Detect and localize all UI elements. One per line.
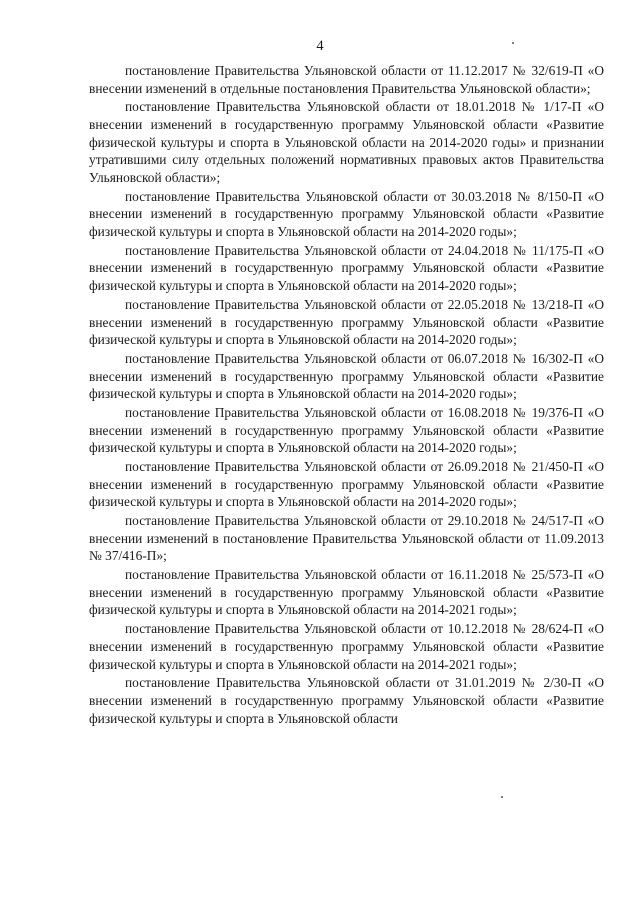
decree-entry-12: постановление Правительства Ульяновской области от 31.01.2019 № 2/30-П «О внесении изменений в государственную программу Ульяновской области «Развитие физической культуры и спорта в Ульяновской области <box>89 675 604 726</box>
scan-speck <box>512 42 514 44</box>
decree-entry-9: постановление Правительства Ульяновской области от 29.10.2018 № 24/517-П «О внесении изменений в постановление Правительства Ульяновской области от 11.09.2013 № 37/416-П»; <box>89 513 604 564</box>
decree-entry-11: постановление Правительства Ульяновской области от 10.12.2018 № 28/624-П «О внесении изменений в государственную программу Ульяновской области «Развитие физической культуры и спорта в Ульяновской области на 2014-2021 годы»; <box>89 621 604 672</box>
decree-entry-3: постановление Правительства Ульяновской области от 30.03.2018 № 8/150-П «О внесении изменений в государственную программу Ульяновской области «Развитие физической культуры и спорта в Ульяновской области на 2014-2020 годы»; <box>89 188 604 239</box>
decree-entry-7: постановление Правительства Ульяновской области от 16.08.2018 № 19/376-П «О внесении изменений в государственную программу Ульяновской области «Развитие физической культуры и спорта в Ульяновской области на 2014-2020 годы»; <box>89 405 604 456</box>
decree-entry-8: постановление Правительства Ульяновской области от 26.09.2018 № 21/450-П «О внесении изменений в государственную программу Ульяновской области «Развитие физической культуры и спорта в Ульяновской области на 2014-2020 годы»; <box>89 459 604 510</box>
decree-entry-4: постановление Правительства Ульяновской области от 24.04.2018 № 11/175-П «О внесении изменений в государственную программу Ульяновской области «Развитие физической культуры и спорта в Ульяновской области на 2014-2020 годы»; <box>89 242 604 294</box>
decree-entry-2: постановление Правительства Ульяновской области от 18.01.2018 № 1/17-П «О внесении изменений в государственную программу Ульяновской области «Развитие физической культуры и спорта в Ульяновской области на 2014-2020 годы» и признании утратившими силу отдельных положений нормативных правовых актов Правительства Ульяновской области»; <box>89 99 604 185</box>
page-number: 4 <box>316 38 324 54</box>
decree-entry-6: постановление Правительства Ульяновской области от 06.07.2018 № 16/302-П «О внесении изменений в государственную программу Ульяновской области «Развитие физической культуры и спорта в Ульяновской области на 2014-2020 годы»; <box>89 350 604 402</box>
decree-list <box>89 62 604 729</box>
scan-speck <box>501 796 503 798</box>
decree-entry-10: постановление Правительства Ульяновской области от 16.11.2018 № 25/573-П «О внесении изменений в государственную программу Ульяновской области «Развитие физической культуры и спорта в Ульяновской области на 2014-2021 годы»; <box>89 567 604 618</box>
decree-entry-1: постановление Правительства Ульяновской области от 11.12.2017 № 32/619-П «О внесении изменений в отдельные постановления Правительства Ульяновской области»; <box>89 63 604 96</box>
decree-entry-5: постановление Правительства Ульяновской области от 22.05.2018 № 13/218-П «О внесении изменений в государственную программу Ульяновской области «Развитие физической культуры и спорта в Ульяновской области на 2014-2020 годы»; <box>89 296 604 348</box>
